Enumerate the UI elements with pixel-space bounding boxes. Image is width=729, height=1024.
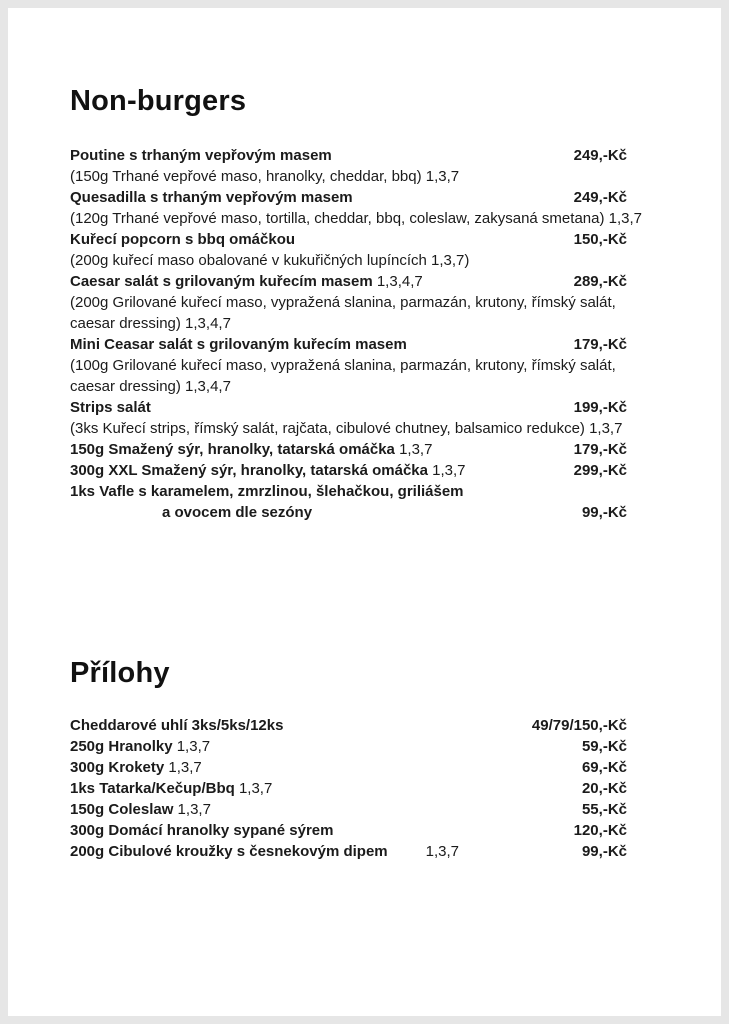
menu-item bbox=[70, 778, 657, 799]
menu-item bbox=[70, 757, 657, 778]
item-description: (200g Grilované kuřecí maso, vypražená slanina, parmazán, krutony, římský salát, caesar dressing) 1,3,4,7 bbox=[70, 294, 616, 332]
menu-item bbox=[70, 271, 657, 334]
item-description: (150g Trhané vepřové maso, hranolky, cheddar, bbq) 1,3,7 bbox=[70, 168, 460, 185]
item-row bbox=[70, 820, 657, 841]
item-name: 300g Krokety bbox=[70, 759, 165, 776]
item-price: 20,-Kč bbox=[581, 780, 627, 797]
menu-page bbox=[8, 8, 721, 1016]
section-title: Přílohy bbox=[70, 657, 170, 689]
item-name: 200g Cibulové kroužky s česnekovým dipem bbox=[70, 843, 388, 860]
item-name: 300g XXL Smažený sýr, hranolky, tatarská omáčka bbox=[70, 462, 428, 479]
item-row bbox=[70, 460, 657, 481]
item-allergens: 1,3,7 bbox=[234, 780, 273, 797]
item-price: 249,-Kč bbox=[573, 189, 627, 206]
item-row bbox=[70, 229, 657, 250]
menu-section-non-burgers bbox=[70, 84, 657, 523]
item-name: 150g Smažený sýr, hranolky, tatarská omáčka bbox=[70, 441, 395, 458]
menu-item bbox=[70, 229, 657, 271]
item-price: 69,-Kč bbox=[581, 759, 627, 776]
menu-item bbox=[70, 460, 657, 481]
menu-item bbox=[70, 187, 657, 229]
item-price: 59,-Kč bbox=[581, 738, 627, 755]
item-name: 1ks Vafle s karamelem, zmrzlinou, šlehačkou, griliášem bbox=[70, 483, 464, 500]
section-title: Non-burgers bbox=[70, 85, 247, 117]
menu-content bbox=[8, 84, 721, 862]
item-price: 249,-Kč bbox=[573, 147, 627, 164]
item-name-line bbox=[70, 757, 202, 778]
item-name: Kuřecí popcorn s bbq omáčkou bbox=[70, 231, 296, 248]
menu-items bbox=[70, 145, 657, 523]
item-row bbox=[70, 271, 657, 292]
item-price: 199,-Kč bbox=[573, 399, 627, 416]
item-name: Poutine s trhaným vepřovým masem bbox=[70, 147, 332, 164]
item-row bbox=[70, 736, 657, 757]
item-price: 55,-Kč bbox=[581, 801, 627, 818]
item-name: Caesar salát s grilovaným kuřecím masem bbox=[70, 273, 373, 290]
item-price: 179,-Kč bbox=[573, 441, 627, 458]
item-description: (120g Trhané vepřové maso, tortilla, cheddar, bbq, coleslaw, zakysaná smetana) 1,3,7 bbox=[70, 210, 642, 227]
menu-item bbox=[70, 715, 657, 736]
item-description: (200g kuřecí maso obalované v kukuřičných lupíncích 1,3,7) bbox=[70, 252, 470, 269]
item-name-line bbox=[70, 841, 459, 862]
item-row bbox=[70, 187, 657, 208]
menu-item bbox=[70, 481, 657, 523]
item-name-line bbox=[70, 460, 466, 481]
menu-item bbox=[70, 439, 657, 460]
item-price: 179,-Kč bbox=[573, 336, 627, 353]
item-name-continued: a ovocem dle sezóny bbox=[162, 504, 313, 521]
item-name: Cheddarové uhlí 3ks/5ks/12ks bbox=[70, 717, 284, 734]
item-allergens: 1,3,4,7 bbox=[372, 273, 423, 290]
item-allergens: 1,3,7 bbox=[173, 801, 211, 818]
menu-item bbox=[70, 736, 657, 757]
item-row bbox=[70, 439, 657, 460]
item-name: Mini Ceasar salát s grilovaným kuřecím masem bbox=[70, 336, 407, 353]
item-allergens: 1,3,7 bbox=[172, 738, 211, 755]
item-name-line bbox=[70, 439, 432, 460]
item-name-line bbox=[70, 778, 272, 799]
item-name-line bbox=[70, 736, 210, 757]
item-row bbox=[70, 715, 657, 736]
item-row bbox=[70, 502, 657, 523]
item-row bbox=[70, 799, 657, 820]
item-name: 150g Coleslaw bbox=[70, 801, 174, 818]
menu-section-prilohy bbox=[70, 656, 657, 862]
item-row bbox=[70, 778, 657, 799]
item-price: 289,-Kč bbox=[573, 273, 627, 290]
menu-item bbox=[70, 397, 657, 439]
menu-item bbox=[70, 799, 657, 820]
item-price: 299,-Kč bbox=[573, 462, 627, 479]
item-price: 150,-Kč bbox=[573, 231, 627, 248]
item-allergens: 1,3,7 bbox=[394, 441, 433, 458]
item-allergens: 1,3,7 bbox=[427, 462, 466, 479]
item-row bbox=[70, 757, 657, 778]
item-name: Quesadilla s trhaným vepřovým masem bbox=[70, 189, 353, 206]
item-row bbox=[70, 334, 657, 355]
menu-item bbox=[70, 820, 657, 841]
item-description: (100g Grilované kuřecí maso, vypražená slanina, parmazán, krutony, římský salát, caesar dressing) 1,3,4,7 bbox=[70, 357, 616, 395]
item-row bbox=[70, 397, 657, 418]
item-name: 250g Hranolky bbox=[70, 738, 173, 755]
menu-item bbox=[70, 841, 657, 862]
item-price: 99,-Kč bbox=[581, 504, 627, 521]
item-row bbox=[70, 481, 657, 502]
item-allergens: 1,3,7 bbox=[164, 759, 202, 776]
item-price: 120,-Kč bbox=[573, 822, 627, 839]
menu-items bbox=[70, 715, 657, 862]
item-price: 49/79/150,-Kč bbox=[531, 717, 627, 734]
item-row bbox=[70, 841, 657, 862]
item-row bbox=[70, 145, 657, 166]
menu-item bbox=[70, 145, 657, 187]
item-name-line bbox=[70, 271, 423, 292]
item-description: (3ks Kuřecí strips, římský salát, rajčata, cibulové chutney, balsamico redukce) 1,3,7 bbox=[70, 420, 623, 437]
item-name: 300g Domácí hranolky sypané sýrem bbox=[70, 822, 334, 839]
item-name-line bbox=[70, 799, 211, 820]
item-allergens: 1,3,7 bbox=[425, 843, 460, 860]
item-price: 99,-Kč bbox=[581, 843, 627, 860]
item-name: Strips salát bbox=[70, 399, 151, 416]
item-name: 1ks Tatarka/Kečup/Bbq bbox=[70, 780, 235, 797]
menu-item bbox=[70, 334, 657, 397]
